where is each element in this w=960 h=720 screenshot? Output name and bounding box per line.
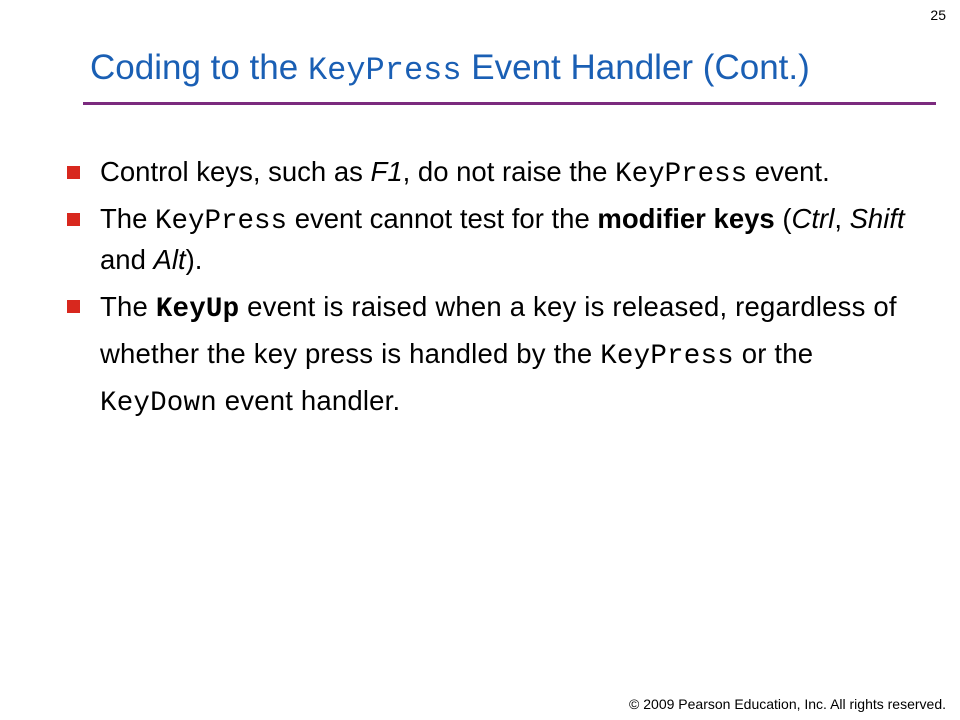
bullet-text: Control keys, such as [100, 156, 371, 187]
bullet-text: event is raised when a key is released, regardless of whether the key press is handled by the [100, 291, 897, 369]
bullet-text: The [100, 291, 156, 322]
page-number: 25 [930, 7, 946, 23]
bullet-marker-icon [67, 166, 80, 179]
bullet-text: F1 [370, 156, 403, 187]
bullet-code: KeyPress [615, 159, 748, 190]
bullet-marker-icon [67, 300, 80, 313]
bullet-code: KeyPress [600, 341, 734, 372]
bullet-code: KeyUp [155, 294, 240, 325]
title-divider [83, 102, 936, 105]
slide-title [90, 48, 810, 89]
bullet-text: , do not raise the [402, 156, 616, 187]
bullet-text: ). [185, 244, 203, 275]
copyright-icon: © [629, 696, 640, 712]
bullet-code: KeyPress [155, 206, 288, 237]
bullet-text: , [834, 203, 850, 234]
title-suffix: Event Handler (Cont.) [461, 48, 810, 87]
bullet-item [67, 285, 937, 426]
bullet-item [67, 200, 937, 279]
bullet-text: The [100, 203, 156, 234]
bullet-text: event cannot test for the [287, 203, 598, 234]
bullet-text: or the [733, 338, 814, 369]
bullet-item [67, 153, 937, 194]
bullet-text: event. [747, 156, 830, 187]
bullet-text: and [100, 244, 154, 275]
bullet-list [67, 153, 937, 432]
bullet-text: Shift [849, 203, 905, 234]
bullet-text: Ctrl [791, 203, 835, 234]
bullet-text: ( [774, 203, 792, 234]
title-code: KeyPress [307, 52, 462, 89]
bullet-code: KeyDown [100, 388, 217, 419]
copyright-text: 2009 Pearson Education, Inc. All rights reserved. [639, 696, 946, 712]
copyright-footer [629, 696, 946, 712]
title-prefix: Coding to the [90, 48, 308, 87]
bullet-text: modifier keys [597, 203, 775, 234]
bullet-text: event handler. [216, 385, 401, 416]
bullet-text: Alt [153, 244, 186, 275]
bullet-marker-icon [67, 213, 80, 226]
